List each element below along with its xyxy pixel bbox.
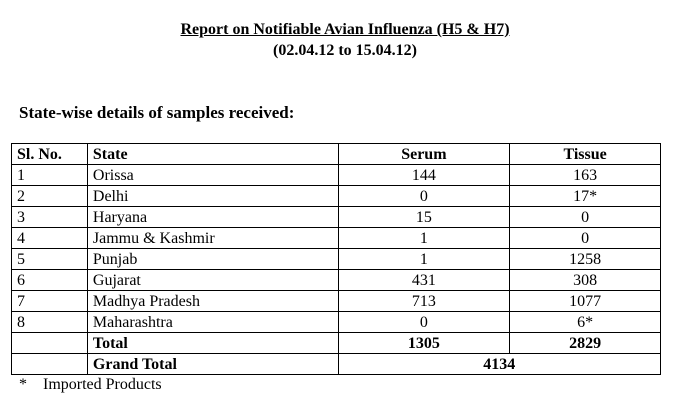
- footnote: [19, 376, 162, 394]
- cell-state: Haryana: [87, 207, 338, 228]
- table-row: [12, 186, 661, 207]
- cell-state: Gujarat: [87, 270, 338, 291]
- cell-sl-no: 2: [12, 186, 88, 207]
- cell-state: Delhi: [87, 186, 338, 207]
- cell-state: Punjab: [87, 249, 338, 270]
- grand-total-value: 4134: [338, 354, 660, 375]
- cell-sl-no-empty: [12, 333, 88, 354]
- cell-state: Orissa: [87, 165, 338, 186]
- cell-serum: 0: [338, 186, 510, 207]
- total-serum: 1305: [338, 333, 510, 354]
- cell-tissue: 0: [510, 207, 661, 228]
- cell-serum: 0: [338, 312, 510, 333]
- report-title: Report on Notifiable Avian Influenza (H5 & H7): [180, 21, 510, 38]
- cell-state: Maharashtra: [87, 312, 338, 333]
- cell-sl-no: 7: [12, 291, 88, 312]
- cell-sl-no: 6: [12, 270, 88, 291]
- table-row: [12, 291, 661, 312]
- section-heading: State-wise details of samples received:: [19, 103, 295, 122]
- total-label: Total: [87, 333, 338, 354]
- cell-sl-no: 4: [12, 228, 88, 249]
- footnote-text: Imported Products: [43, 376, 162, 393]
- cell-serum: 15: [338, 207, 510, 228]
- cell-serum: 144: [338, 165, 510, 186]
- cell-tissue: 1077: [510, 291, 661, 312]
- samples-table: [11, 143, 661, 375]
- cell-state: Jammu & Kashmir: [87, 228, 338, 249]
- cell-tissue: 308: [510, 270, 661, 291]
- cell-state: Madhya Pradesh: [87, 291, 338, 312]
- footnote-marker: *: [19, 376, 27, 393]
- cell-tissue: 0: [510, 228, 661, 249]
- cell-sl-no: 5: [12, 249, 88, 270]
- cell-sl-no: 1: [12, 165, 88, 186]
- cell-tissue: 6*: [510, 312, 661, 333]
- cell-serum: 1: [338, 228, 510, 249]
- header-serum: Serum: [338, 144, 510, 165]
- table-row: [12, 312, 661, 333]
- header-sl-no: Sl. No.: [12, 144, 88, 165]
- table-row: [12, 228, 661, 249]
- table-row: [12, 165, 661, 186]
- total-row: [12, 333, 661, 354]
- report-period: (02.04.12 to 15.04.12): [273, 42, 417, 59]
- cell-tissue: 17*: [510, 186, 661, 207]
- total-tissue: 2829: [510, 333, 661, 354]
- table-row: [12, 207, 661, 228]
- cell-sl-no: 3: [12, 207, 88, 228]
- header-tissue: Tissue: [510, 144, 661, 165]
- cell-serum: 1: [338, 249, 510, 270]
- cell-serum: 713: [338, 291, 510, 312]
- cell-tissue: 1258: [510, 249, 661, 270]
- grand-total-row: [12, 354, 661, 375]
- cell-sl-no: 8: [12, 312, 88, 333]
- grand-total-label: Grand Total: [87, 354, 338, 375]
- cell-serum: 431: [338, 270, 510, 291]
- cell-tissue: 163: [510, 165, 661, 186]
- table-row: [12, 249, 661, 270]
- header-state: State: [87, 144, 338, 165]
- table-row: [12, 270, 661, 291]
- cell-sl-no-empty: [12, 354, 88, 375]
- table-header-row: [12, 144, 661, 165]
